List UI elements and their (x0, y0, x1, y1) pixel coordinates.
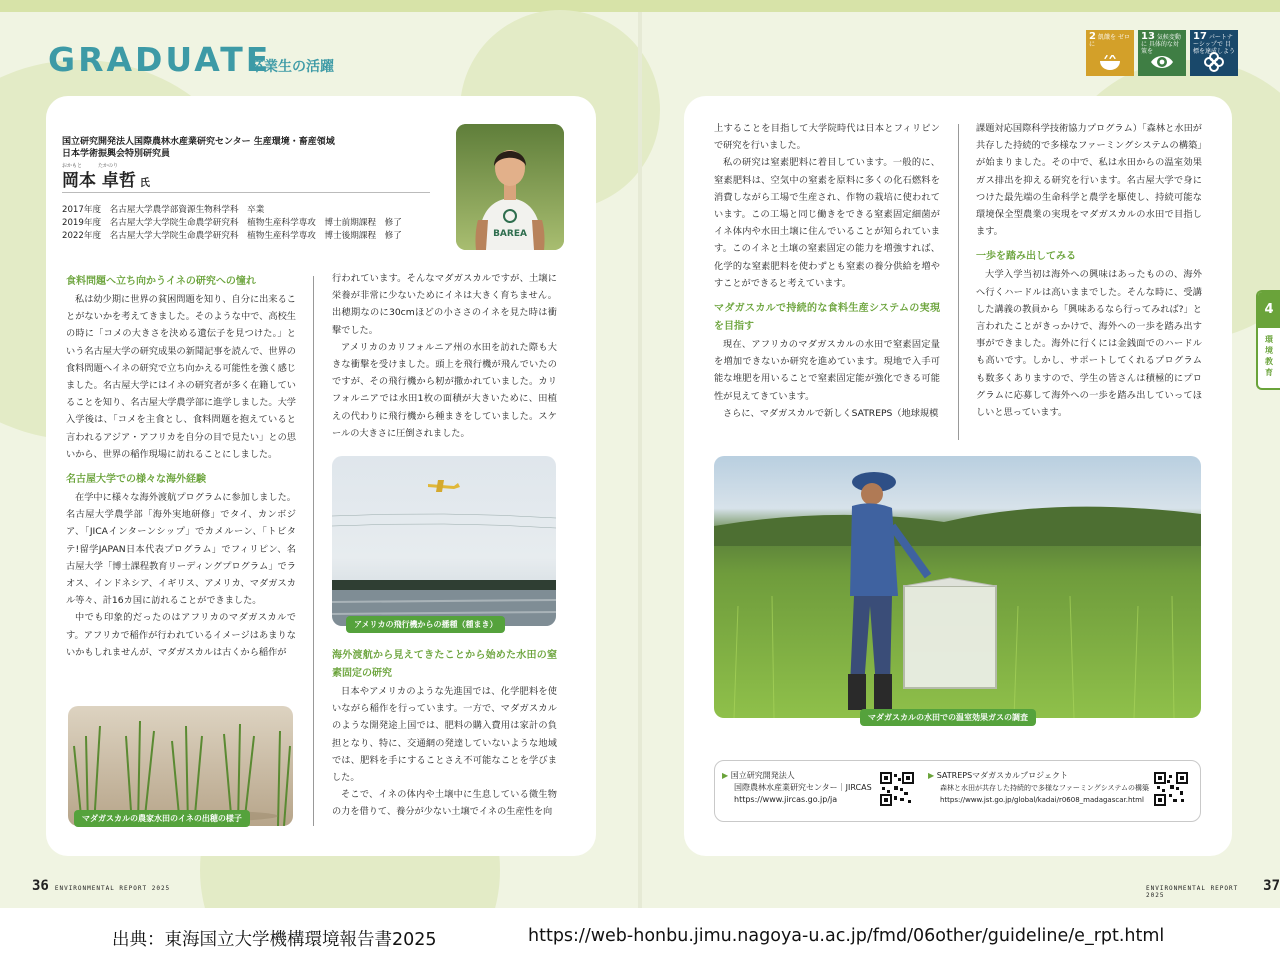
profile-career: 2017年度 名古屋大学農学部資源生物科学科 卒業 2019年度 名古屋大学大学院生命農学研究科 植物生産科学専攻 博士前期課程 修了 2022年度 名古屋大学大学院生命農学研究科 植物生産科学専攻 博士後期課程 修了 (62, 205, 402, 241)
heading-overseas: 名古屋大学での様々な海外経験 (66, 474, 206, 486)
triangle-bullet-icon: ▶ (722, 771, 729, 780)
profile-name-suffix: 氏 (139, 178, 150, 189)
greenhouse-gas-survey-photo (714, 456, 1201, 718)
column-divider (958, 124, 959, 440)
photo-caption: アメリカの飛行機からの播種（種まき） (346, 616, 505, 633)
section-subtitle: 卒業生の活躍 (250, 59, 334, 75)
name-ruby-family: おかもと (62, 163, 83, 169)
page-number-left: 36 ENVIRONMENTAL REPORT 2025 (32, 878, 171, 894)
qr-code-jircas[interactable] (880, 772, 914, 806)
paragraph: 大学入学当初は海外への興味はあったものの、海外へ行くハードルは高いままでした。そんな時に、受講した講義の教員から「興味あるなら行ってみれば?」と言われたことがきっかけで、海外への一歩を踏み出す事ができました。海外に行くには金銭面でのハードルも高いです。しかし、サポートしてくれるプログラムも数多くありますので、学生の皆さんは積極的にプログラムに応募して海外への一歩を踏み出していってほしいと思っています。 (976, 269, 1202, 419)
eye-globe-icon (1150, 52, 1174, 72)
paragraph: 私は幼少期に世界の貧困問題を知り、自分に出来ることがないかを考えてきました。そのような中で、高校生の時に「コメの大きさを決める遺伝子を見つけた。」という名古屋大学の研究成果の新聞記事を読んで、世界の食料問題へイネの研究で立ち向かえる可能性を強く感じました。名古屋大学にはイネの研究者が多く在籍していることを知り、名古屋大学農学部に進学しました。大学入学後は、「コメを主食とし、食料問題を抱えていると言われるアジア・アフリカを自分の目で見たい」との思いから、世界の稲作現場に訪れることにしました。 (66, 294, 296, 460)
profile-name: 岡本 卓哲 (62, 171, 136, 191)
photo-caption: マダガスカルの水田での温室効果ガスの調査 (860, 709, 1036, 726)
sdgs-icons (1086, 30, 1238, 76)
sdg-13-badge: 13 気候変動に 具体的な対策を (1138, 30, 1186, 76)
article-column-4 (976, 120, 1202, 444)
paragraph: 上することを目指して大学院時代は日本とフィリピンで研究を行いました。 (714, 123, 940, 152)
photo-caption: マダガスカルの農家水田のイネの出穂の様子 (74, 810, 250, 827)
page-number-right: ENVIRONMENTAL REPORT 2025 37 (1146, 878, 1280, 899)
heading-rice-research: 食料問題へ立ち向かうイネの研究への憧れ (66, 276, 256, 287)
chapter-tab[interactable]: 4 環境教育 (1256, 290, 1280, 390)
article-column-3 (714, 120, 940, 444)
article-column-2-top (332, 270, 557, 446)
section-title: GRADUATE (48, 40, 272, 79)
rice-field-photo (68, 706, 293, 826)
bowl-icon (1098, 52, 1122, 72)
profile-photo (456, 124, 564, 250)
heading-step-forward: 一歩を踏み出してみる (976, 251, 1076, 263)
paragraph: 私の研究は窒素肥料に着目しています。一般的に、窒素肥料は、空気中の窒素を原料に多くの化石燃料を消費しながら工場で生産され、作物の栽培に使われています。この工場と同じ働きをできる窒素固定細菌がイネ体内や水田土壌に住んでいることが知られています。このイネと土壌の窒素固定の能力を増強すれば、化学的な窒素肥料を使わずとも窒素の養分供給を増やすことができると考えています。 (714, 157, 940, 289)
name-ruby-given: たかのり (98, 163, 119, 169)
flower-ring-icon (1202, 52, 1226, 72)
paragraph: そこで、イネの体内や土壌中に生息している微生物の力を借りて、養分が少ない土壌でイネの生産性を向 (332, 789, 557, 818)
page-gutter (638, 12, 642, 908)
heading-nitrogen-fixation: 海外渡航から見えてきたことから始めた水田の窒素固定の研究 (332, 650, 557, 679)
paragraph: 課題対応国際科学技術協力プログラム）「森林と水田が共存した持続的で多様なファーミングシステムの構築」が始まりました。その中で、私は水田からの温室効果ガス排出を抑える研究を行います。名古屋大学で身につけた最先端の生命科学と農学を駆使し、持続可能な環境保全型農業の実現をマダガスカルの水田で目指します。 (976, 123, 1202, 238)
profile-name-row (62, 166, 150, 191)
column-divider (313, 276, 314, 826)
article-column-1 (66, 270, 296, 696)
paragraph: 中でも印象的だったのはアフリカのマダガスカルです。アフリカで稲作が行われているイメージはあまりないかもしれませんが、マダガスカルは古くから稲作が (66, 612, 296, 658)
heading-madagascar: マダガスカルで持続的な食料生産システムの実現を目指す (714, 303, 940, 333)
airplane-seeding-photo (332, 456, 556, 626)
paragraph: 行われています。そんなマダガスカルですが、土壌に栄養が非常に少ないためにイネは大きく育ちません。出穂期なのに30cmほどの小ささのイネを見た時は衝撃でした。 (332, 273, 557, 336)
link-jircas[interactable]: ▶ 国立研究開発法人 国際農林水産業研究センター｜JIRCAS https://www.jircas.go.jp/ja (722, 771, 872, 804)
shirt-text: BAREA (493, 229, 527, 239)
paragraph: 在学中に様々な海外渡航プログラムに参加しました。名古屋大学農学部「海外実地研修」でタイ、カンボジア、「JICAインターンシップ」でカメルーン、「トビタテ!留学JAPAN日本代表プログラム」でフィリピン、名古屋大学「博士課程教育リーディングプログラム」でラオス、インドネシア、イギリス、アメリカ、マダガスカル等々、計16カ国に訪れることができました。 (66, 492, 296, 607)
qr-code-satreps[interactable] (1154, 772, 1188, 806)
paragraph: さらに、マダガスカルで新しくSATREPS（地球規模 (723, 407, 939, 419)
paragraph: 日本やアメリカのような先進国では、化学肥料を使いながら稲作を行っています。一方で、マダガスカルのような開発途上国では、肥料の購入費用は家計の負担となり、特に、交通網の発達していないような地域では、肥料を手にすることさえ不可能なことを学びました。 (332, 686, 557, 784)
airplane-icon (428, 480, 460, 492)
profile-divider (62, 192, 430, 193)
link-satreps[interactable]: ▶ SATREPSマダガスカルプロジェクト 森林と水田が共存した持続的で多様なファーミングシステムの構築 https://www.jst.go.jp/global/kadai/r0608_madagascar.html (928, 771, 1150, 804)
source-label: 出典：東海国立大学機構環境報告書2025 (112, 930, 437, 950)
profile-affiliation: 国立研究開発法人国際農林水産業研究センター 生産環境・畜産領域 日本学術振興会特別研究員 (62, 137, 335, 159)
paragraph: 現在、アフリカのマダガスカルの水田で窒素固定量を増加できないか研究を進めています。現地で入手可能な堆肥を用いることで窒素固定能が強化できる可能性が見えてきています。 (714, 339, 940, 402)
sdg-2-badge: 2 飢餓を ゼロに (1086, 30, 1134, 76)
paragraph: アメリカのカリフォルニア州の水田を訪れた際も大きな衝撃を受けました。頭上を飛行機が飛んでいたのですが、その飛行機から籾が撒かれていました。カリフォルニアでは水田1枚の面積が大きいために、田植えの代わりに飛行機から種まきをしていました。スケールの大きさに圧倒されました。 (332, 341, 557, 439)
triangle-bullet-icon: ▶ (928, 771, 935, 780)
sdg-17-badge: 17 パートナーシップで 目標を達成しよう (1190, 30, 1238, 76)
source-url[interactable]: https://web-honbu.jimu.nagoya-u.ac.jp/fmd/06other/guideline/e_rpt.html (528, 926, 1165, 946)
article-column-2-bottom (332, 644, 557, 834)
top-accent-bar (0, 0, 1280, 12)
